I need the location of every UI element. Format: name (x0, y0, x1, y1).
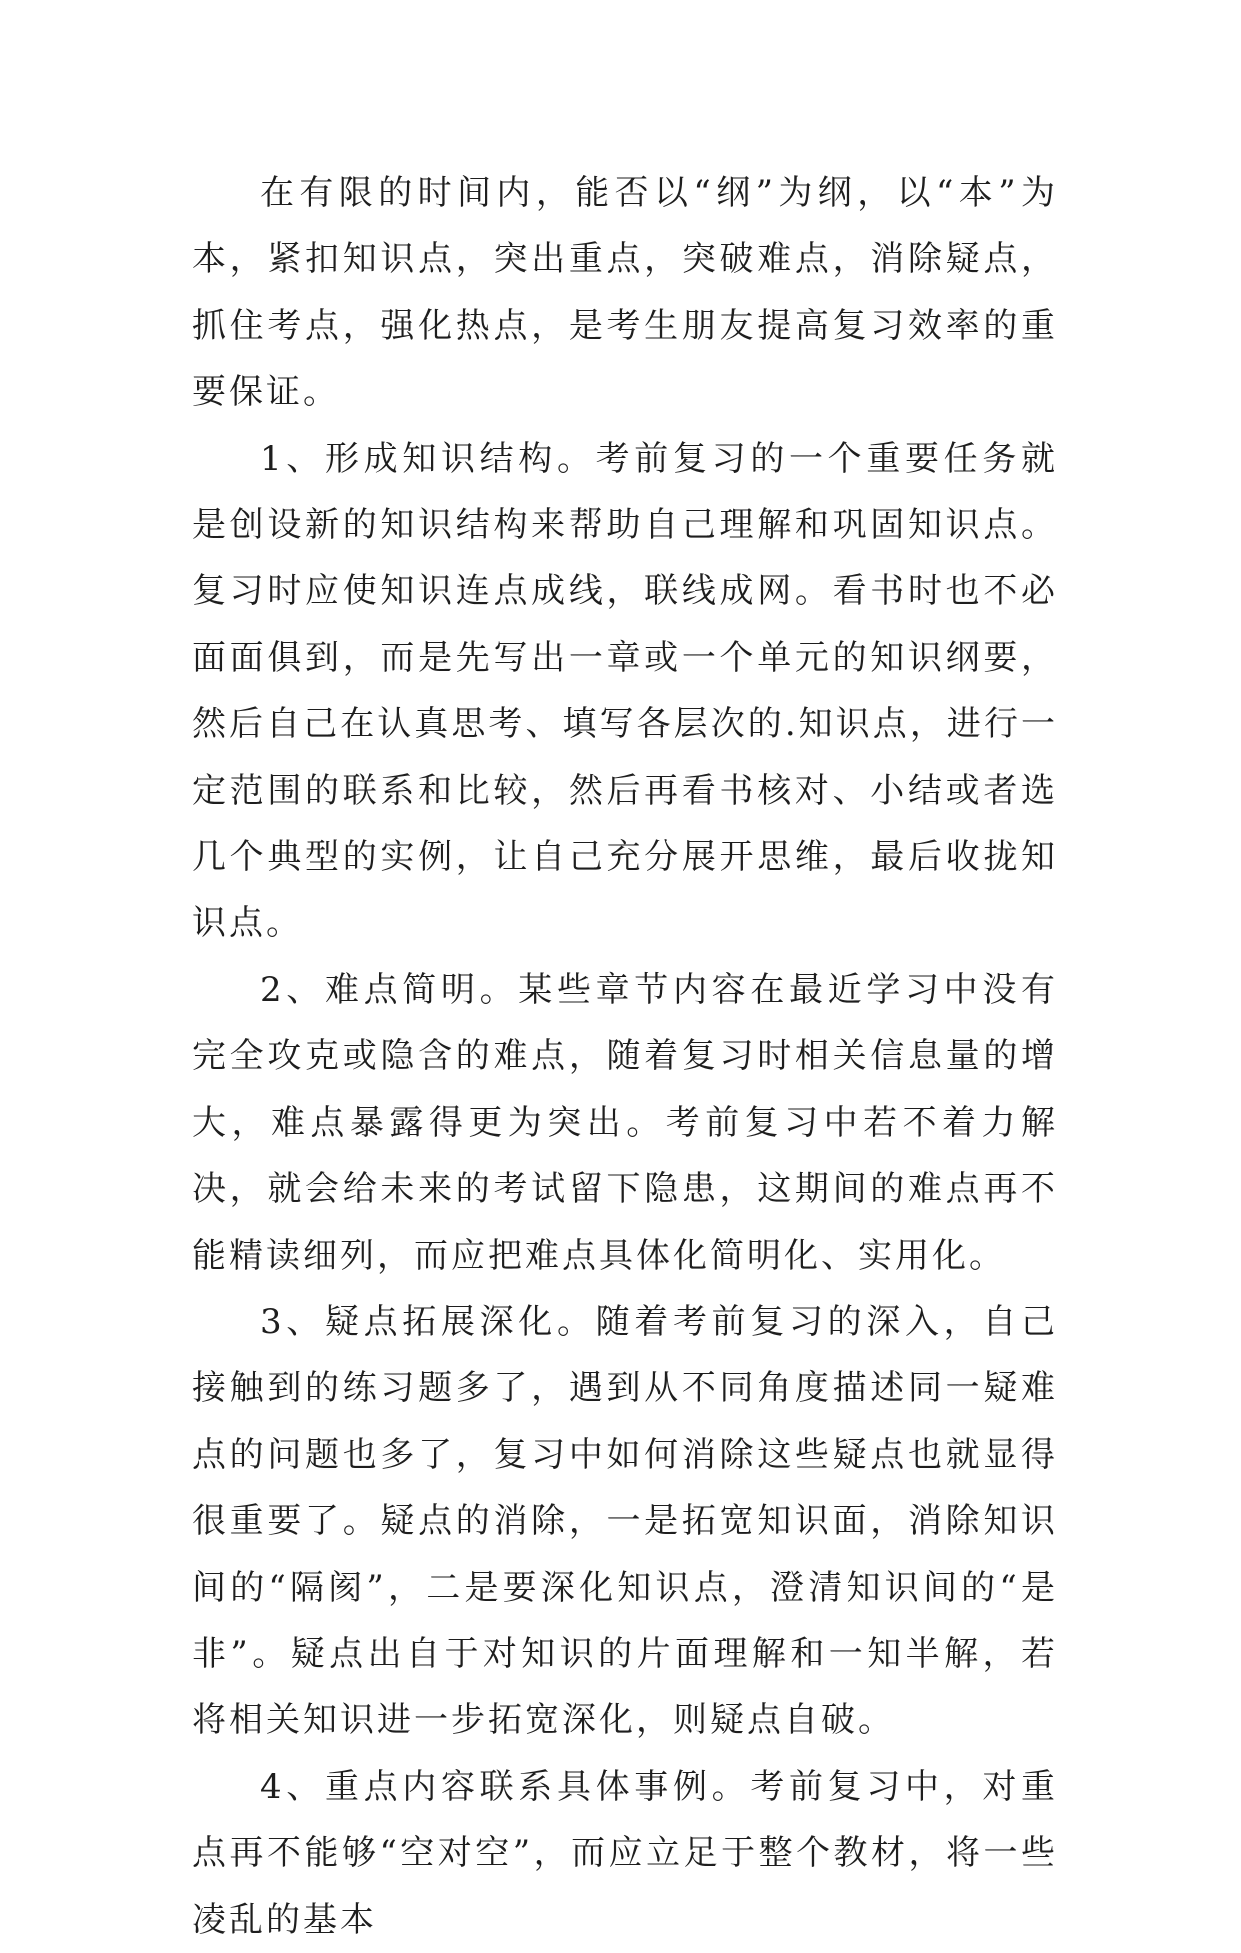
paragraph-key-points: 4、重点内容联系具体事例。考前复习中，对重点再不能够“空对空”，而应立足于整个教材，将一些凌乱的基本 (192, 1766, 1058, 1940)
paragraph-doubtful-points: 3、疑点拓展深化。随着考前复习的深入，自己接触到的练习题多了，遇到从不同角度描述同一疑难点的问题也多了，复习中如何消除这些疑点也就显得很重要了。疑点的消除，一是拓宽知识面，消除知识间的“隔阂”，二是要深化知识点，澄清知识间的“是非”。疑点出自于对知识的片面理解和一知半解，若将相关知识进一步拓宽深化，则疑点自破。 (192, 1301, 1058, 1741)
document-body (192, 160, 1058, 1953)
intro-paragraph: 在有限的时间内，能否以“纲”为纲，以“本”为本，紧扣知识点，突出重点，突破难点，消除疑点，抓住考点，强化热点，是考生朋友提高复习效率的重要保证。 (192, 173, 1058, 413)
paragraph-difficult-points: 2、难点简明。某些章节内容在最近学习中没有完全攻克或隐含的难点，随着复习时相关信息量的增大，难点暴露得更为突出。考前复习中若不着力解决，就会给未来的考试留下隐患，这期间的难点再不能精读细列，而应把难点具体化简明化、实用化。 (192, 969, 1058, 1276)
paragraph-knowledge-structure: 1、形成知识结构。考前复习的一个重要任务就是创设新的知识结构来帮助自己理解和巩固知识点。复习时应使知识连点成线，联线成网。看书时也不必面面俱到，而是先写出一章或一个单元的知识纲要，然后自己在认真思考、填写各层次的.知识点，进行一定范围的联系和比较，然后再看书核对、小结或者选几个典型的实例，让自己充分展开思维，最后收拢知识点。 (192, 438, 1058, 944)
